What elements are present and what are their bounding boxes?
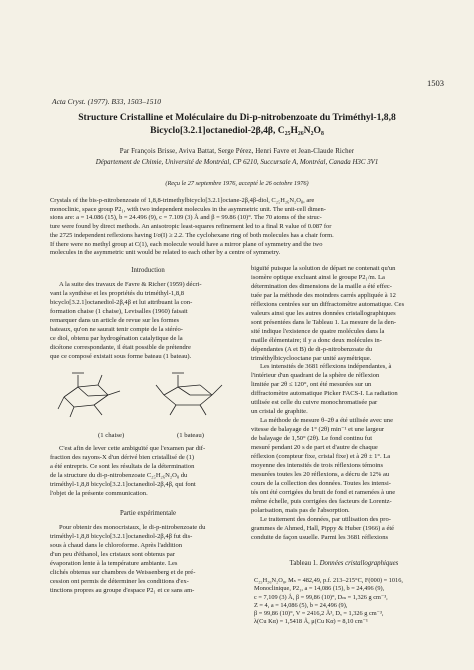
text-line: détermination des dimensions de la maille a été effec- [251,282,392,290]
table-line: β = 99,86 (10)°, V = 2416,2 Å³, Dₓ = 1,326 g cm⁻³, [254,610,384,618]
text-line: grammes de Ahmed, Hall, Pippy & Huber (1966) a été [251,524,395,532]
text-line: d'un peu d'éthanol, les cristaux sont obtenus par [50,550,175,558]
caption-bateau: (1 bateau) [177,432,204,439]
text-line: Le traitement des données, par utilisation des pro- [260,515,391,523]
text-line: conduite de façon usuelle. Parmi les 3681 réflexions [251,533,389,541]
table-title-prefix: Tableau 1. [289,560,318,567]
text-line: tuée par la méthode des moindres carrés appliquée à 12 [251,291,396,299]
article-title [30,111,444,137]
text-line: utilisée est celle du cuivre monochromatisée par [251,399,378,407]
text-line: réflexion (compteur fixe, cristal fixe) et à 2θ ± 1°. La [251,453,391,461]
text-line: même échelle, puis corrigées des facteurs de Lorentz- [251,497,392,505]
text-line: triméthylbicyclooctane par unité asymétrique. [251,354,372,362]
abstract-line: ture were found by direct methods. An anisotropic least-squares refinement led to a final R value of 0.087 for [50,223,332,231]
section-heading-introduction: Introduction [131,267,165,274]
text-line: A la suite des travaux de Favre & Richer (1959) décri- [59,281,202,288]
introduction-text [50,281,246,362]
abstract-line: If there were no methyl group at C(1), each molecule would have a mirror plane of symmetry and the two [50,240,323,248]
text-line: dicétone correspondante, il était possible de prétendre [50,343,191,351]
text-line: cession ont permis de déterminer les conditions d'ex- [50,577,189,585]
text-line: évaporation lente à la température ambiante. Les [50,559,178,567]
text-line: dépendantes (A et B) de di-p-nitrobenzoate du [251,345,373,353]
table-line: Z = 4, a = 14,086 (5), b = 24,496 (9), [254,601,348,609]
text-line: La méthode de mesure θ–2θ a été utilisée avec une [260,417,393,425]
title-line-2: Bicyclo[3.2.1]octanediol-2β,4β, C₂₅H₂₆N₂O₈ [150,125,324,136]
text-line: un cristal de graphite. [251,408,308,416]
journal-citation: Acta Cryst. (1977). B33, 1503–1510 [52,97,161,106]
text-line: bateaux, qu'on ne saurait tenir compte de la stéréo- [50,325,183,333]
text-line: sous à chaud dans le chloroforme. Après l'addition [50,541,183,549]
structure-figure [50,365,246,435]
text-line: maille élémentaire; il y a donc deux molécules in- [251,336,382,344]
text-line: a été entrepris. Ce sont les résultats de la détermination [50,462,195,470]
table-title [251,560,437,567]
text-line: isomère optique excluant ainsi le groupe P2₁/m. La [251,273,385,281]
abstract-line: the 2725 independent reflexions having I/σ(I) ≥ 2.2. The cyclohexane ring of both molecules has a chair form. [50,231,334,239]
table-line: Monoclinique, P2₁, a = 14,086 (15), b = 24,496 (9), [254,585,385,593]
text-line: C'est afin de lever cette ambiguïté que l'examen par dif- [59,445,206,452]
crystallographic-data-table [254,577,438,627]
abstract-line: Crystals of the bis-p-nitrobenzoate of 1,8,8-trimethylbicyclo[3.2.1]octane-2β,4β-diol, C₂₅H₂₆N₂O₈, are [50,197,315,204]
experimental-text [50,524,246,596]
chair-structure [58,373,120,417]
text-line: de la structure du di-p-nitrobenzoate C₂₅H₂₆N₂O₈ du [50,471,188,479]
table-line: C₂₅H₂₆N₂O₈, Mₛ = 482,49, p.f. 213–215°C, F(000) = 1016, [254,577,403,584]
text-line: bicyclo[3.2.1]octanediol-2β,4β et lui attribuant la con- [50,298,193,306]
text-line: sité indique l'existence de quatre molécules dans la [251,327,385,335]
text-line: tinctions propres au groupe d'espace P2₁ et ce sans am- [50,586,195,594]
introduction-continued [50,445,246,499]
page-number: 1503 [427,78,444,88]
text-line: tés ont été corrigées du bruit de fond et ramenées à une [251,488,396,496]
text-line: sont présentées dans le Tableau 1. La mesure de la den- [251,318,397,326]
text-line: fraction des rayons-X d'un dérivé bien cristallisé de (1) [50,453,195,461]
abstract [50,197,426,258]
text-line: valeurs ainsi que les autres données cristallographiques [251,309,396,317]
text-line: l'objet de la présente communication. [50,489,148,497]
text-line: cours de la collection des données. Toutes les intensi- [251,479,391,487]
authors: Par François Brisse, Aviva Battat, Serge Pérez, Henri Favre et Jean-Claude Richer [119,148,355,155]
text-line: réflexions centrées sur un diffractomètre automatique. Ces [251,300,405,308]
abstract-line: sions are: a = 14.086 (15), b = 24.496 (9), c = 7.109 (3) Å and β = 99.86 (10)°. The 70 atoms of the struc- [50,214,322,222]
table-title-label: Données cristallographiques [319,560,399,567]
text-line: formation chaise (1 chaise), Levisalles (1960) faisait [50,307,188,315]
text-line: de balayage de 1,50° (2θ). Le fond continu fut [251,435,373,443]
received-dates: (Reçu le 27 septembre 1976, accepté le 26 octobre 1976) [165,180,309,187]
text-line: ce diol, obtenu par hydrogénation catalytique de la [50,334,183,342]
table-line: λ(Cu Kα) = 1,5418 Å, μ(Cu Kα) = 8,10 cm⁻¹ [254,618,368,626]
text-line: moyenne des intensités de trois réflexions témoins [251,461,384,469]
text-line: remarquer dans un article de revue sur les formes [50,316,180,324]
right-column-text [251,265,437,543]
text-line: l'intérieur d'un quadrant de la sphère de réflexion [251,372,380,380]
text-line: diffractomètre automatique Picker FACS-I. La radiation [251,390,398,398]
text-line: mesurées toutes les 20 réflexions, a décru de 12% au [251,470,390,478]
abstract-line: monoclinic, space group P2₁, with two independent molecules in the asymmetric unit. The unit-cell dimen- [50,205,326,213]
text-line: limitée par 2θ ≤ 120°, ont été mesurées sur un [251,381,372,389]
text-line: que ce composé existait sous forme bateau (1 bateau). [50,352,192,360]
text-line: mesuré pendant 20 s de part et d'autre de chaque [251,444,378,452]
text-line: Les intensités de 3681 réflexions indépendantes, à [260,363,392,371]
section-heading-experimental: Partie expérimentale [119,510,177,517]
text-line: clichés obtenus sur chambres de Weissenberg et de pré- [50,568,196,576]
text-line: Pour obtenir des monocristaux, le di-p-nitrobenzoate du [59,524,206,531]
text-line: triméthyl-1,8,8 bicyclo[3.2.1]octanediol-2β,4β fut dis- [50,532,193,540]
text-line: polarisation, mais pas de l'absorption. [251,506,350,514]
text-line: vant la synthèse et les propriétés du triméthyl-1,8,8 [50,289,184,297]
affiliation: Département de Chimie, Université de Montréal, CP 6210, Succursale A, Montréal, Canada H3C 3V1 [95,159,379,166]
text-line: triméthyl-1,8,8 bicyclo[3.2.1]octanediol-2β,4β, qui font [50,480,196,488]
boat-structure [156,373,222,415]
text-line: biguïté puisque la solution de départ ne contenait qu'un [251,265,396,272]
abstract-line: molecules in the asymmetric unit would be related to each other by a centre of symmetry. [50,249,281,257]
title-line-1: Structure Cristalline et Moléculaire du Di-p-nitrobenzoate du Triméthyl-1,8,8 [78,112,396,123]
table-line: c = 7,109 (3) Å, β = 99,86 (10)°, Dₘ = 1,326 g cm⁻³, [254,593,388,601]
text-line: vitesse de balayage de 1° (2θ) min⁻¹ et une largeur [251,426,385,434]
caption-chaise: (1 chaise) [98,432,125,439]
